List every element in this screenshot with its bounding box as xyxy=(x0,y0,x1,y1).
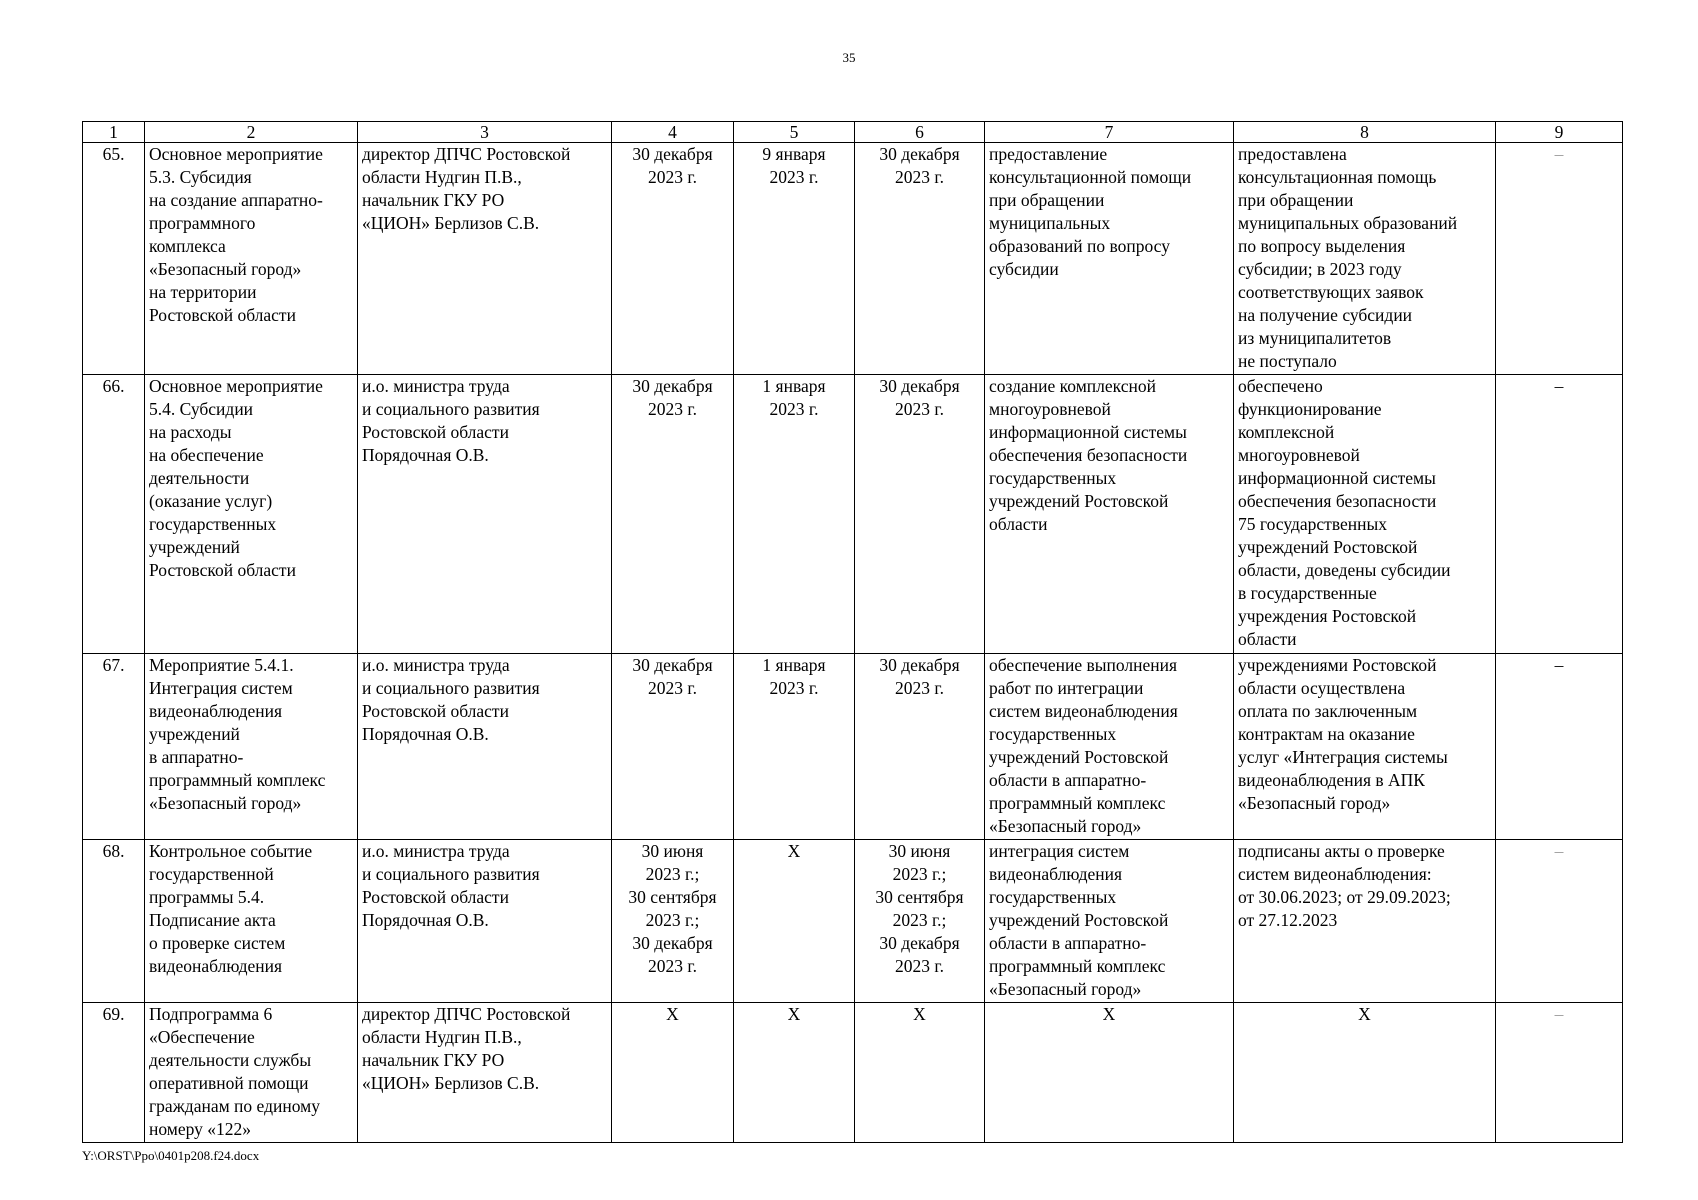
column-number: 1 xyxy=(83,122,145,143)
start-date: Х xyxy=(734,1003,855,1143)
planned-result: обеспечение выполнения работ по интеграции систем видеонаблюдения государственных учреждений Ростовской области в аппаратно- программный комплекс «Безопасный город» xyxy=(985,654,1234,840)
note: – xyxy=(1496,375,1623,654)
responsible: и.о. министра труда и социального развития Ростовской области Порядочная О.В. xyxy=(358,654,612,840)
actual-result: предоставлена консультационная помощь при обращении муниципальных образований по вопросу выделения субсидии; в 2023 году соответствующих заявок на получение субсидии из муниципалитетов не поступало xyxy=(1234,143,1496,375)
note: – xyxy=(1496,143,1623,375)
table-row xyxy=(83,654,1623,840)
end-date: 30 декабря 2023 г. xyxy=(855,143,985,375)
planned-result: интеграция систем видеонаблюдения государственных учреждений Ростовской области в аппаратно- программный комплекс «Безопасный город» xyxy=(985,840,1234,1003)
column-number: 8 xyxy=(1234,122,1496,143)
table-row xyxy=(83,375,1623,654)
actual-result: обеспечено функционирование комплексной многоуровневой информационной системы обеспечения безопасности 75 государственных учреждений Ростовской области, доведены субсидии в государственные учреждения Ростовской области xyxy=(1234,375,1496,654)
event-name: Контрольное событие государственной программы 5.4. Подписание акта о проверке систем видеонаблюдения xyxy=(145,840,358,1003)
end-date: 30 декабря 2023 г. xyxy=(855,375,985,654)
column-number-row xyxy=(83,122,1623,143)
note: – xyxy=(1496,654,1623,840)
start-date: 1 января 2023 г. xyxy=(734,375,855,654)
table-row xyxy=(83,1003,1623,1143)
plan-date: 30 декабря 2023 г. xyxy=(612,654,734,840)
report-table xyxy=(82,121,1623,1143)
file-path-footer: Y:\ORST\Ppo\0401p208.f24.docx xyxy=(82,1148,260,1163)
column-number: 5 xyxy=(734,122,855,143)
planned-result: создание комплексной многоуровневой информационной системы обеспечения безопасности государственных учреждений Ростовской области xyxy=(985,375,1234,654)
column-number: 2 xyxy=(145,122,358,143)
page-number: 35 xyxy=(842,50,856,65)
planned-result: предоставление консультационной помощи при обращении муниципальных образований по вопросу субсидии xyxy=(985,143,1234,375)
column-number: 4 xyxy=(612,122,734,143)
plan-date: 30 июня 2023 г.; 30 сентября 2023 г.; 30 декабря 2023 г. xyxy=(612,840,734,1003)
row-number: 67. xyxy=(83,654,145,840)
actual-result: учреждениями Ростовской области осуществлена оплата по заключенным контрактам на оказание услуг «Интеграция системы видеонаблюдения в АПК «Безопасный город» xyxy=(1234,654,1496,840)
actual-result: Х xyxy=(1234,1003,1496,1143)
responsible: и.о. министра труда и социального развития Ростовской области Порядочная О.В. xyxy=(358,375,612,654)
event-name: Подпрограмма 6 «Обеспечение деятельности службы оперативной помощи гражданам по единому номеру «122» xyxy=(145,1003,358,1143)
event-name: Основное мероприятие 5.4. Субсидии на расходы на обеспечение деятельности (оказание услуг) государственных учреждений Ростовской области xyxy=(145,375,358,654)
event-name: Основное мероприятие 5.3. Субсидия на создание аппаратно- программного комплекса «Безопасный город» на территории Ростовской области xyxy=(145,143,358,375)
actual-result: подписаны акты о проверке систем видеонаблюдения: от 30.06.2023; от 29.09.2023; от 27.12.2023 xyxy=(1234,840,1496,1003)
responsible: и.о. министра труда и социального развития Ростовской области Порядочная О.В. xyxy=(358,840,612,1003)
end-date: 30 июня 2023 г.; 30 сентября 2023 г.; 30 декабря 2023 г. xyxy=(855,840,985,1003)
event-name: Мероприятие 5.4.1. Интеграция систем видеонаблюдения учреждений в аппаратно- программный комплекс «Безопасный город» xyxy=(145,654,358,840)
start-date: Х xyxy=(734,840,855,1003)
column-number: 3 xyxy=(358,122,612,143)
table-row xyxy=(83,840,1623,1003)
note: – xyxy=(1496,840,1623,1003)
column-number: 9 xyxy=(1496,122,1623,143)
start-date: 1 января 2023 г. xyxy=(734,654,855,840)
note: – xyxy=(1496,1003,1623,1143)
end-date: Х xyxy=(855,1003,985,1143)
row-number: 69. xyxy=(83,1003,145,1143)
plan-date: Х xyxy=(612,1003,734,1143)
responsible: директор ДПЧС Ростовской области Нудгин П.В., начальник ГКУ РО «ЦИОН» Берлизов С.В. xyxy=(358,143,612,375)
plan-date: 30 декабря 2023 г. xyxy=(612,375,734,654)
plan-date: 30 декабря 2023 г. xyxy=(612,143,734,375)
start-date: 9 января 2023 г. xyxy=(734,143,855,375)
planned-result: Х xyxy=(985,1003,1234,1143)
row-number: 66. xyxy=(83,375,145,654)
end-date: 30 декабря 2023 г. xyxy=(855,654,985,840)
row-number: 68. xyxy=(83,840,145,1003)
responsible: директор ДПЧС Ростовской области Нудгин П.В., начальник ГКУ РО «ЦИОН» Берлизов С.В. xyxy=(358,1003,612,1143)
column-number: 7 xyxy=(985,122,1234,143)
column-number: 6 xyxy=(855,122,985,143)
table-row xyxy=(83,143,1623,375)
row-number: 65. xyxy=(83,143,145,375)
